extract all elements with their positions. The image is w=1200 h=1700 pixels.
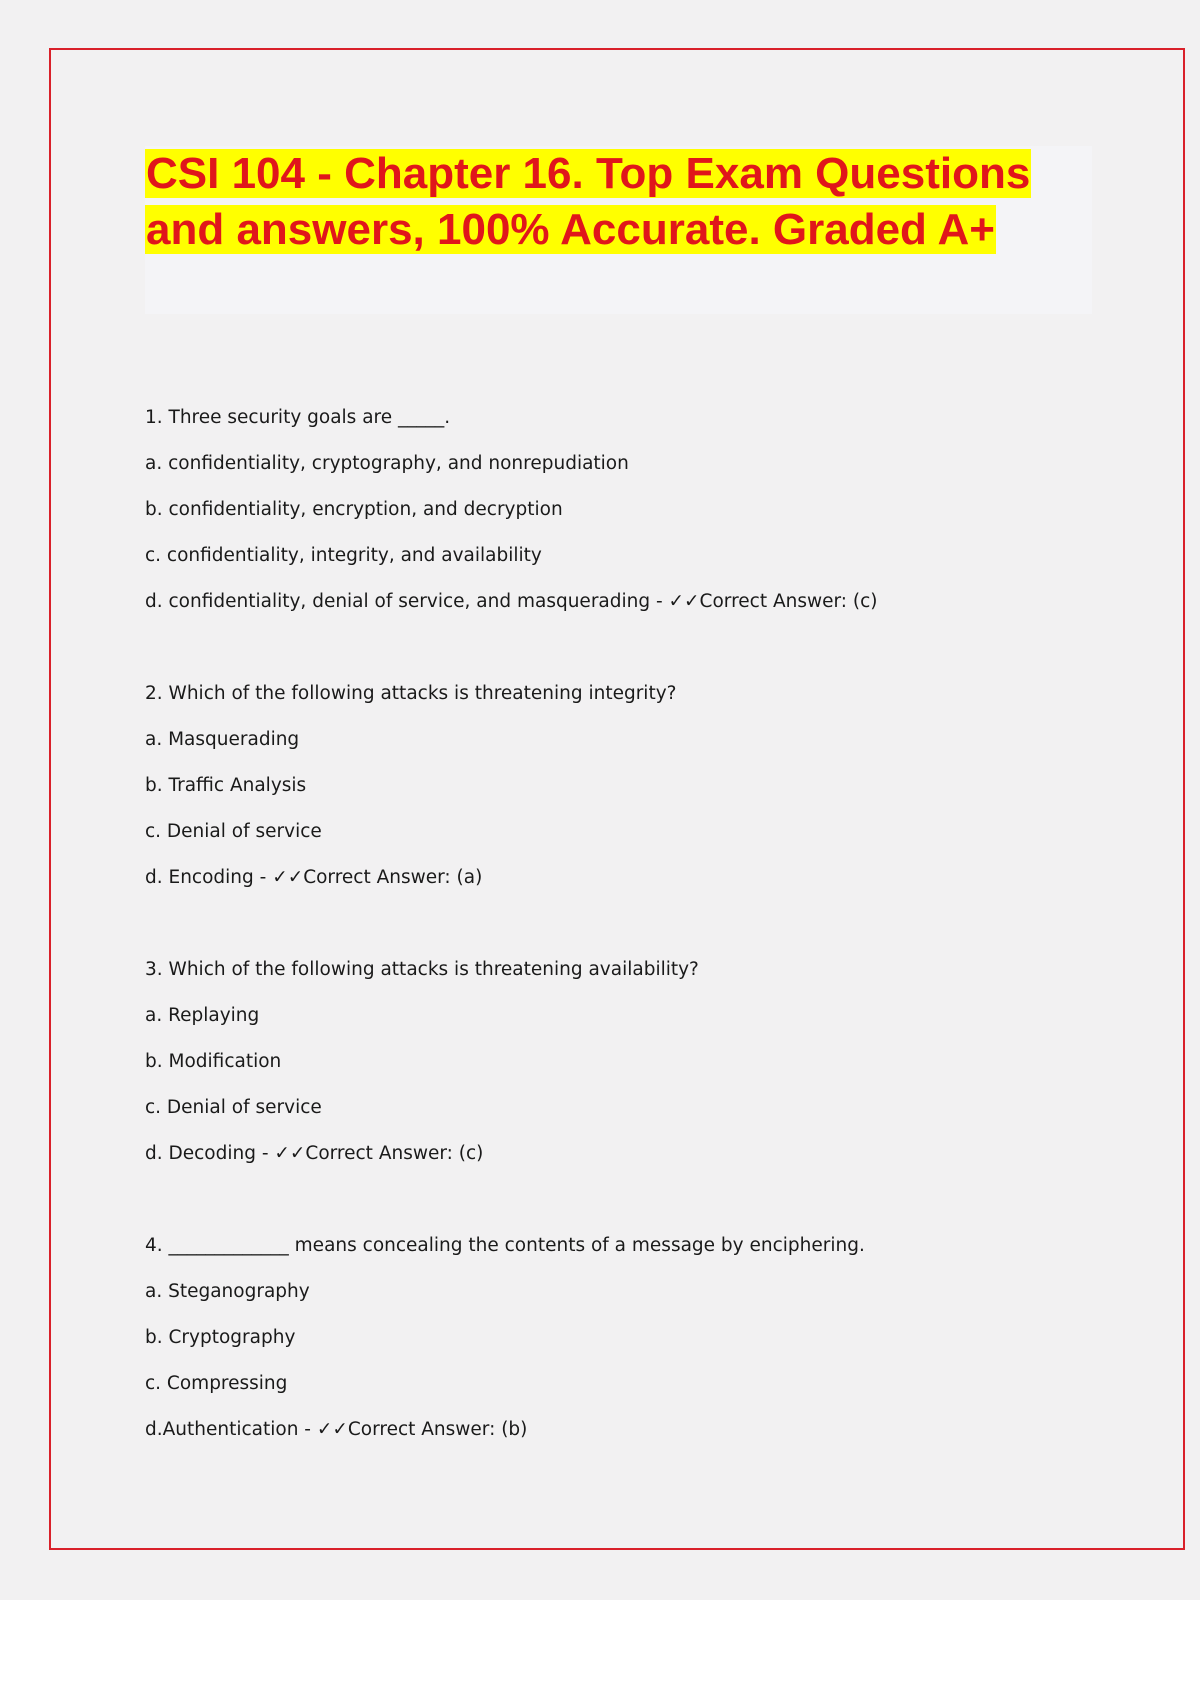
answer-option-d: d. Encoding - ✓✓Correct Answer: (a) <box>145 867 483 888</box>
answer-option-d: d. Decoding - ✓✓Correct Answer: (c) <box>145 1143 484 1164</box>
answer-option-a: a. Replaying <box>145 1005 260 1026</box>
question-prompt: 2. Which of the following attacks is threatening integrity? <box>145 683 677 704</box>
question-prompt: 1. Three security goals are _____. <box>145 407 451 428</box>
answer-option-c: c. confidentiality, integrity, and availability <box>145 545 542 566</box>
answer-option-a: a. confidentiality, cryptography, and nonrepudiation <box>145 453 629 474</box>
answer-option-a: a. Masquerading <box>145 729 300 750</box>
title-highlight: CSI 104 - Chapter 16. Top Exam Questions and answers, 100% Accurate. Graded A+ <box>146 149 1031 254</box>
answer-option-c: c. Denial of service <box>145 821 322 842</box>
question-2 <box>145 674 1105 906</box>
answer-option-b: b. Cryptography <box>145 1327 296 1348</box>
document-title <box>145 146 1075 258</box>
question-1 <box>145 398 1105 630</box>
question-prompt: 4. _____________ means concealing the contents of a message by enciphering. <box>145 1235 865 1256</box>
answer-option-d: d. confidentiality, denial of service, and masquerading - ✓✓Correct Answer: (c) <box>145 591 878 612</box>
question-prompt: 3. Which of the following attacks is threatening availability? <box>145 959 699 980</box>
answer-option-a: a. Steganography <box>145 1281 310 1302</box>
question-3 <box>145 950 1105 1182</box>
answer-option-c: c. Denial of service <box>145 1097 322 1118</box>
answer-option-b: b. Traffic Analysis <box>145 775 307 796</box>
question-4 <box>145 1226 1105 1458</box>
question-list <box>145 398 1105 1502</box>
answer-option-c: c. Compressing <box>145 1373 288 1394</box>
answer-option-b: b. confidentiality, encryption, and decryption <box>145 499 563 520</box>
answer-option-d: d.Authentication - ✓✓Correct Answer: (b) <box>145 1419 528 1440</box>
answer-option-b: b. Modification <box>145 1051 282 1072</box>
